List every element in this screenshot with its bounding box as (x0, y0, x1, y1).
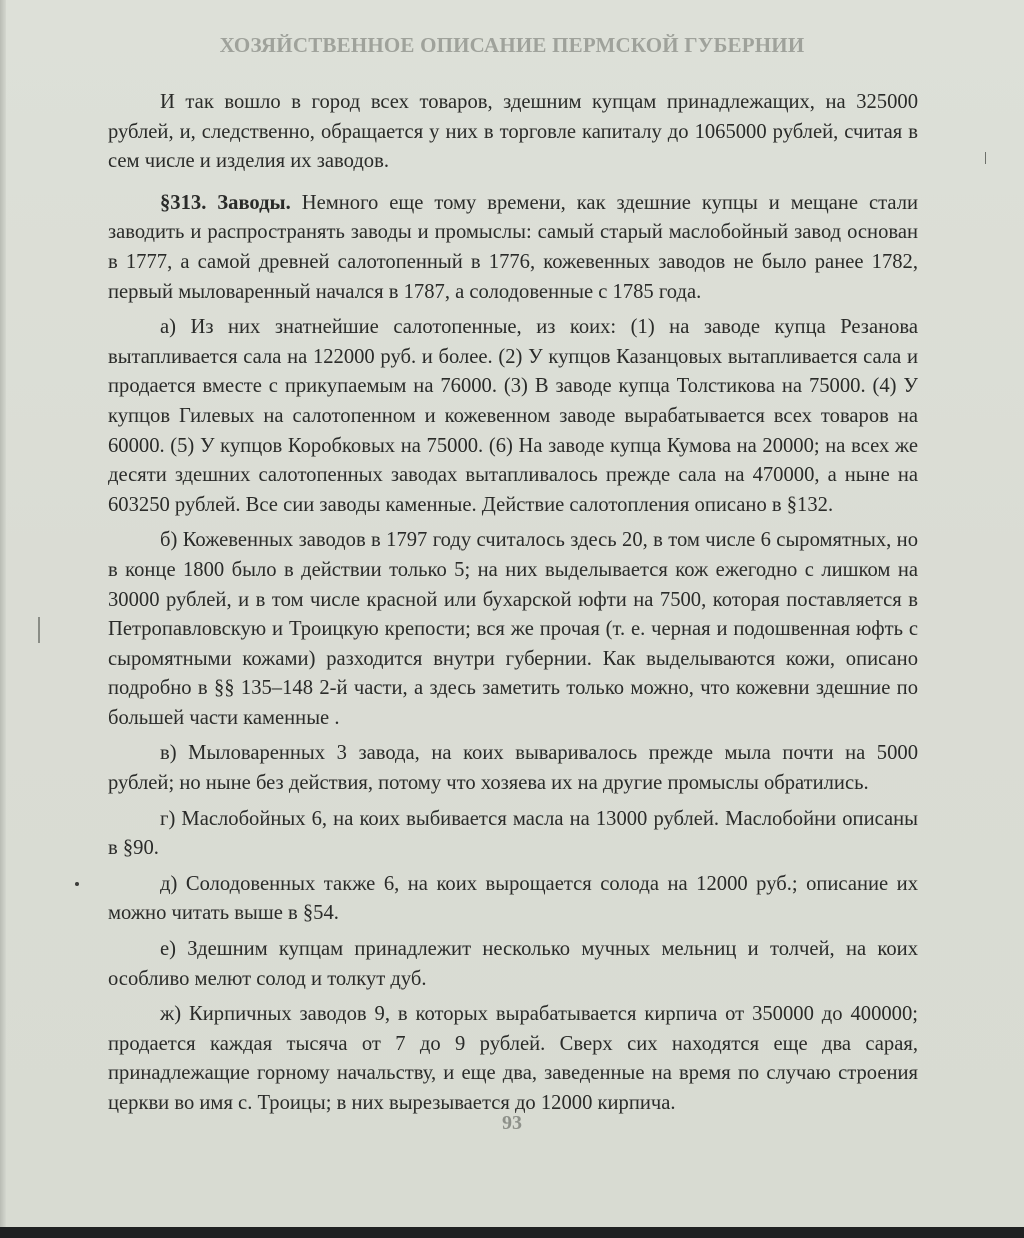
page-number: 93 (502, 1112, 522, 1134)
scan-artifact-mark (985, 152, 986, 164)
scan-artifact-dot (75, 882, 79, 886)
section-text: Немного еще тому времени, как здешние купцы и мещане стали заводить и распространять заводы и промыслы: самый старый маслобойный завод основан в 1777, а самой древней салотопенный в 1776, кожевенных заводов не было ранее 1782, первый мыловаренный начался в 1787, а солодовенные с 1785 года. (108, 191, 918, 303)
paragraph-intro: И так вошло в город всех товаров, здешним купцам принадлежащих, на 325000 рублей, и, следственно, обращается у них в торговле капиталу до 1065000 рублей, считая в сем числе и изделия их заводов. (108, 91, 918, 173)
section-heading: §313. Заводы. (160, 191, 291, 214)
scanner-bottom-edge (0, 1227, 1024, 1238)
paragraph-item-g: г) Маслобойных 6, на коих выбивается масла на 13000 рублей. Маслобойни описаны в §90. (108, 807, 918, 860)
paragraph-section-313 (108, 189, 918, 307)
paragraph-item-a: а) Из них знатнейшие салотопенные, из коих: (1) на заводе купца Резанова вытапливается сала на 122000 руб. и более. (2) У купцов Казанцовых вытапливается сала и продается вместе с прикупаемым на 76000. (3) В заводе купца Толстикова на 75000. (4) У купцов Гилевых на салотопенном и кожевенном заводе вырабатывается всех товаров на 60000. (5) У купцов Коробковых на 75000. (6) На заводе купца Кумова на 20000; на всех же десяти здешних салотопенных заводах вытапливалось прежде сала на 470000, а ныне на 603250 рублей. Все сии заводы каменные. Действие салотопления описано в §132. (108, 316, 918, 516)
paragraph-item-d: д) Солодовенных также 6, на коих вырощается солода на 12000 руб.; описание их можно читать выше в §54. (108, 872, 918, 925)
paragraph-item-b: б) Кожевенных заводов в 1797 году считалось здесь 20, в том числе 6 сыромятных, но в конце 1800 было в действии только 5; на них выделывается кож ежегодно с лишком на 30000 рублей, и в том числе красной или бухарской юфти на 7500, которая поставляется в Петропавловскую и Троицкую крепости; вся же прочая (т. е. черная и подошвенная юфть с сыромятными кожами) разходится внутри губернии. Как выделываются кожи, описано подробно в §§ 135–148 2-й части, а здесь заметить только можно, что кожевни здешние по большей части каменные . (108, 529, 918, 729)
paragraph-item-zh: ж) Кирпичных заводов 9, в которых вырабатывается кирпича от 350000 до 400000; продается каждая тысяча от 7 до 9 рублей. Сверх сих находятся еще два сарая, принадлежащие горному начальству, и еще два, заведенные на время по случаю строения церкви во имя с. Троицы; в них вырезывается до 12000 кирпича. (108, 1003, 918, 1114)
paragraph-item-e: е) Здешним купцам принадлежит несколько мучных мельниц и толчей, на коих особливо мелют солод и толкут дуб. (108, 938, 918, 990)
running-head: ХОЗЯЙСТВЕННОЕ ОПИСАНИЕ ПЕРМСКОЙ ГУБЕРНИИ (219, 33, 805, 57)
scan-artifact-mark (38, 617, 40, 643)
body-text (108, 88, 918, 1119)
page-gutter-shadow (0, 0, 6, 1227)
paragraph-item-v: в) Мыловаренных 3 завода, на коих вываривалось прежде мыла почти на 5000 рублей; но ныне без действия, потому что хозяева их на другие промыслы обратились. (108, 742, 918, 795)
